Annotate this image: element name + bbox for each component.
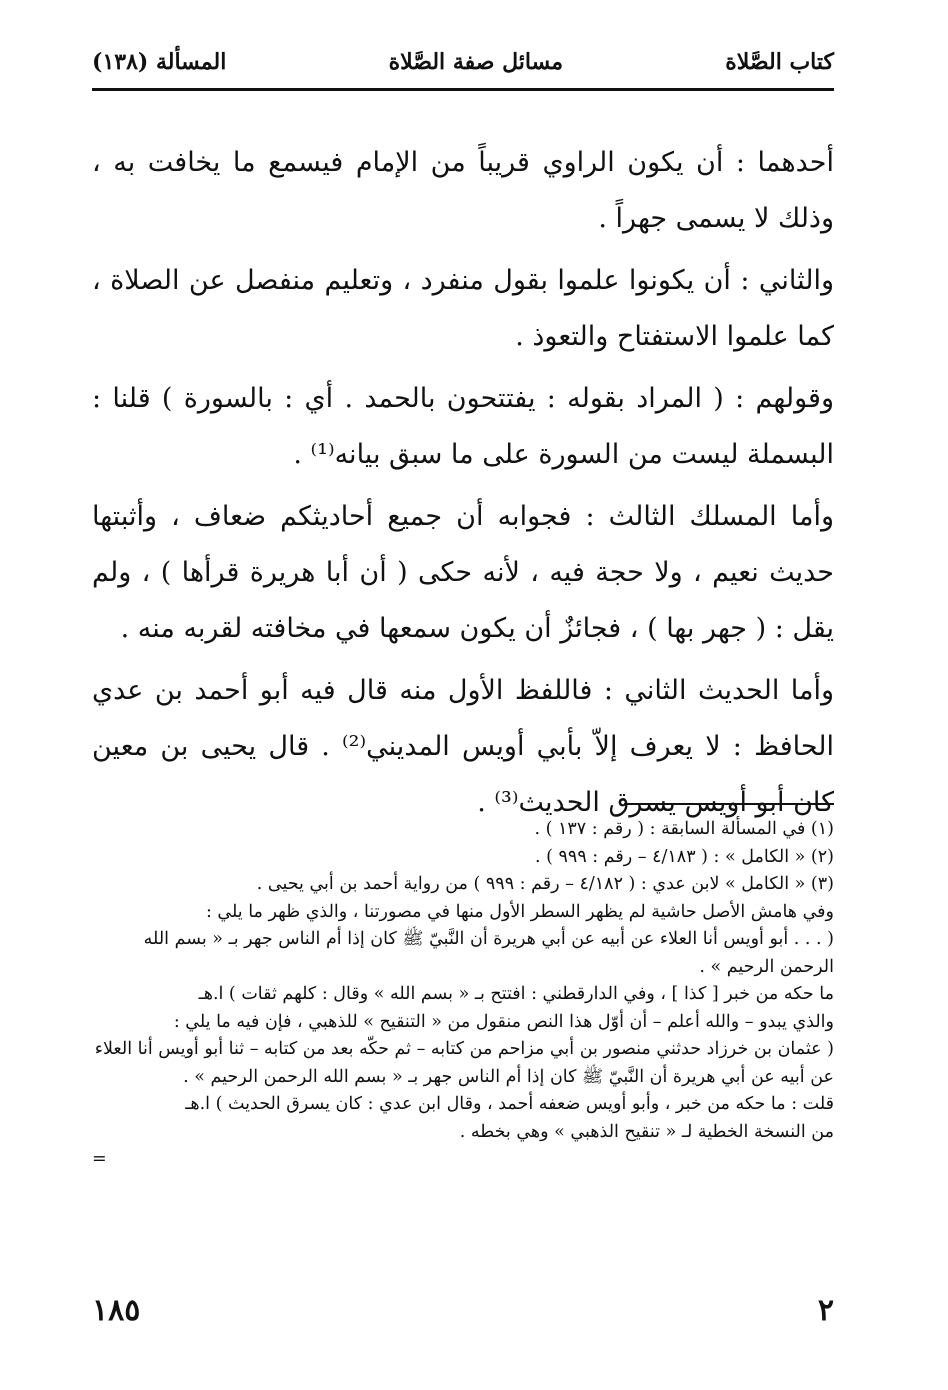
section-title: مسائل صفة الصَّلاة	[388, 49, 563, 75]
issue-label: المسألة (١٣٨)	[92, 49, 227, 75]
book-title: كتاب الصَّلاة	[725, 49, 834, 75]
footnote-continuation: وفي هامش الأصل حاشية لم يظهر السطر الأول منها في مصورتنا ، والذي ظهر ما يلي :	[205, 901, 834, 922]
footnote: (٢) « الكامل » : ( ٤/١٨٣ – رقم : ٩٩٩ ) .	[535, 846, 834, 867]
main-text	[92, 135, 834, 837]
footnote-continuation: ( . . . أبو أويس أنا العلاء عن أبيه عن أبي هريرة أن النَّبيّ ﷺ كان إذا أم الناس جهر بـ « بسم الله الرحمن الرحيم » .	[143, 929, 834, 977]
footnote-continuation: ما حكه من خبر [ كذا ] ، وفي الدارقطني : افتتح بـ « بسم الله » وقال : كلهم ثقات ) ا.هـ	[198, 984, 834, 1004]
page-number: ١٨٥	[92, 1292, 141, 1328]
page-footer	[92, 1287, 834, 1333]
footnotes	[92, 816, 834, 1174]
footnote-rule	[624, 803, 834, 805]
body-paragraph: وقولهم : ( المراد بقوله : يفتتحون بالحمد . أي : بالسورة ) قلنا : البسملة ليست من السورة على ما سبق بيانه⁽¹⁾ .	[92, 383, 834, 470]
footnote-continuation: والذي يبدو – والله أعلم – أن أوّل هذا النص منقول من « التنقيح » للذهبي ، فإن فيه ما يلي :	[173, 1011, 834, 1032]
running-header	[92, 40, 834, 84]
footnote-continuation: ( عثمان بن خرزاد حدثني منصور بن أبي مزاحم من كتابه – ثم حكّه بعد من كتابه – ثنا أبو أويس أنا العلاء عن أبيه عن أبي هريرة أن النَّبيّ ﷺ كان إذا أم الناس جهر بـ « بسم الله الرحمن الرحيم » .	[94, 1039, 834, 1087]
body-paragraph: وأما المسلك الثالث : فجوابه أن جميع أحاديثكم ضعاف ، وأثبتها حديث نعيم ، ولا حجة فيه ، لأنه حكى ( أن أبا هريرة قرأها ) ، ولم يقل : ( جهر بها ) ، فجائزٌ أن يكون سمعها في مخافته لقربه منه .	[92, 501, 834, 644]
header-rule	[92, 88, 834, 91]
footnote: (٣) « الكامل » لابن عدي : ( ٤/١٨٢ – رقم : ٩٩٩ ) من رواية أحمد بن أبي يحيى .	[256, 874, 834, 894]
volume-number: ٢	[817, 1292, 834, 1328]
body-paragraph: أحدهما : أن يكون الراوي قريباً من الإمام فيسمع ما يخافت به ، وذلك لا يسمى جهراً .	[92, 147, 834, 234]
footnote-continuation: قلت : ما حكه من خبر ، وأبو أويس ضعفه أحمد ، وقال ابن عدي : كان يسرق الحديث ) ا.هـ	[185, 1094, 834, 1114]
body-paragraph: وأما الحديث الثاني : فاللفظ الأول منه قال فيه أبو أحمد بن عدي الحافظ : لا يعرف إلاّ بأبي أويس المديني⁽²⁾ . قال يحيى بن معين كان أبو أويس يسرق الحديث⁽³⁾ .	[92, 675, 834, 818]
footnote-continuation: من النسخة الخطية لـ « تنقيح الذهبي » وهي بخطه .	[459, 1121, 834, 1142]
body-paragraph: والثاني : أن يكونوا علموا بقول منفرد ، وتعليم منفصل عن الصلاة ، كما علموا الاستفتاح والتعوذ .	[92, 265, 834, 352]
footnote: (١) في المسألة السابقة : ( رقم : ١٣٧ ) .	[534, 819, 834, 839]
continuation-mark: =	[92, 1149, 107, 1169]
